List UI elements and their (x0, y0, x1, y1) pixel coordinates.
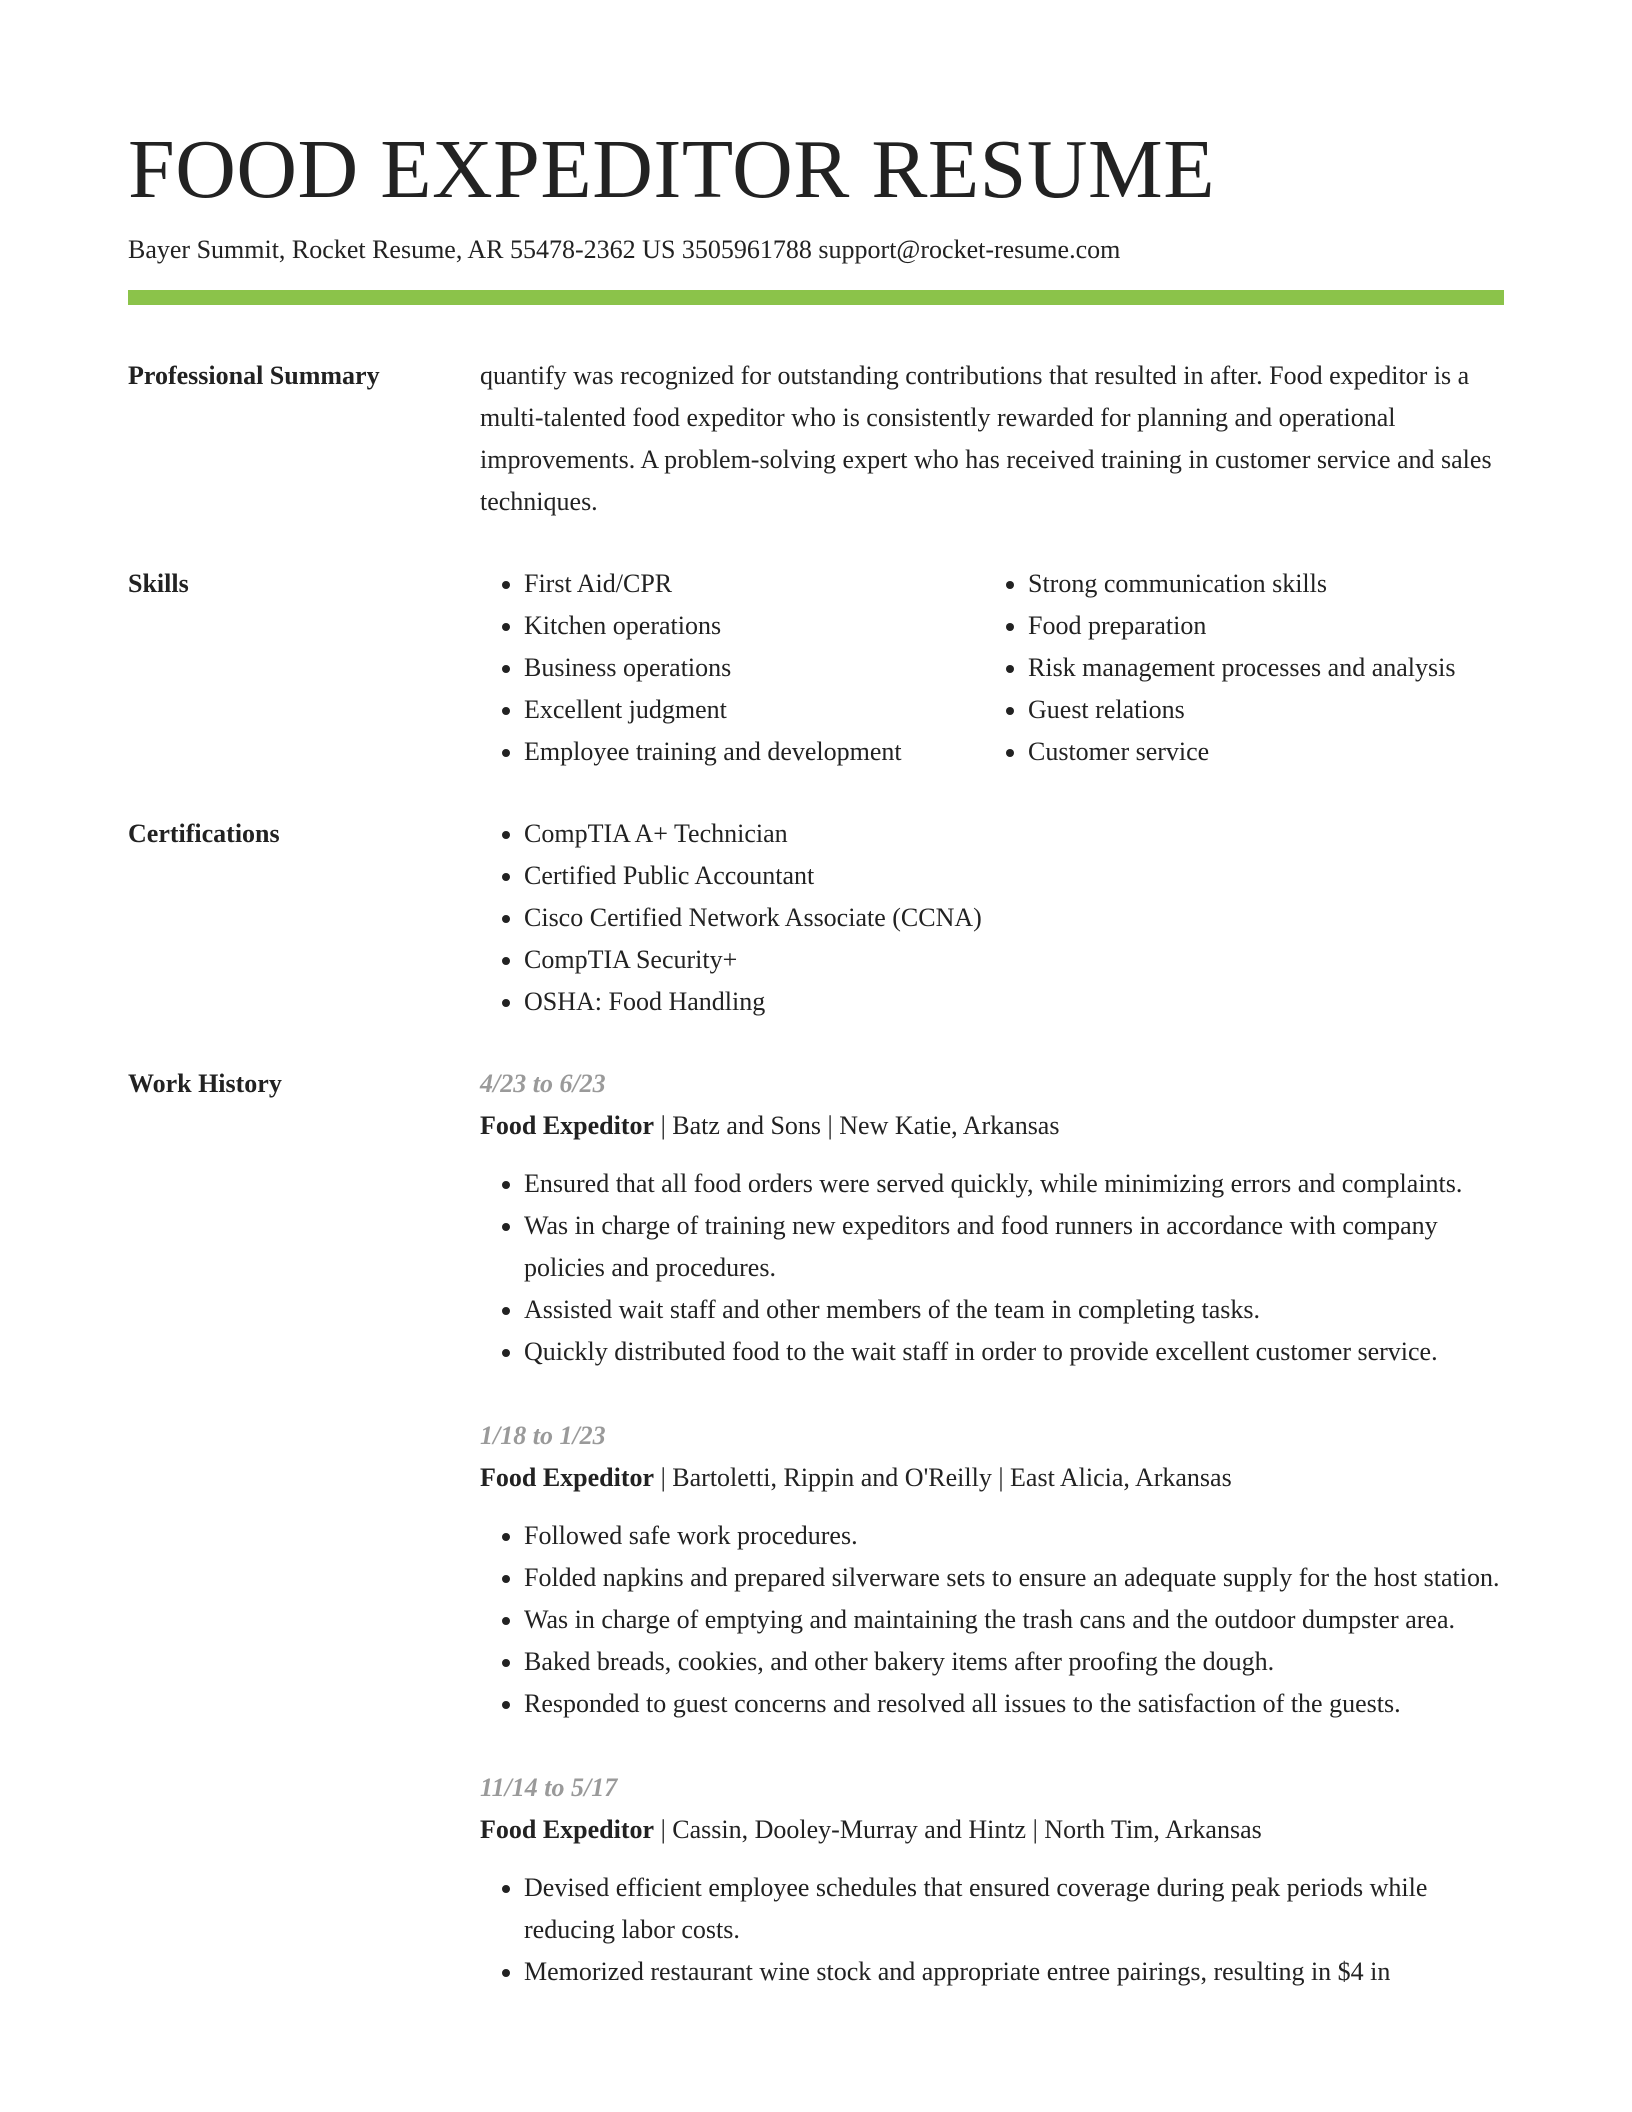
list-item: • Quickly distributed food to the wait staff in order to provide excellent customer service. (524, 1331, 1504, 1373)
list-item: • Certified Public Accountant (524, 855, 1504, 897)
list-item: • Baked breads, cookies, and other bakery items after proofing the dough. (524, 1641, 1504, 1683)
summary-section (128, 355, 1504, 523)
list-item: • Devised efficient employee schedules that ensured coverage during peak periods while reducing labor costs. (524, 1867, 1504, 1951)
skills-list-left (480, 563, 984, 773)
accent-divider (128, 290, 1504, 305)
job-heading (480, 1809, 1504, 1851)
list-item: • Business operations (524, 647, 984, 689)
list-item: • Was in charge of emptying and maintaining the trash cans and the outdoor dumpster area. (524, 1599, 1504, 1641)
job-details: | Batz and Sons | New Katie, Arkansas (654, 1111, 1060, 1140)
list-item: • OSHA: Food Handling (524, 981, 1504, 1023)
list-item: • Responded to guest concerns and resolved all issues to the satisfaction of the guests. (524, 1683, 1504, 1725)
list-item: • CompTIA Security+ (524, 939, 1504, 981)
section-label: Work History (128, 1069, 282, 1098)
list-item: • Memorized restaurant wine stock and appropriate entree pairings, resulting in $4 in (524, 1951, 1504, 1993)
job-dates: 4/23 to 6/23 (480, 1069, 606, 1098)
resume-page (128, 120, 1504, 1993)
list-item: • Folded napkins and prepared silverware sets to ensure an adequate supply for the host station. (524, 1557, 1504, 1599)
list-item: • Food preparation (1028, 605, 1504, 647)
list-item: • Was in charge of training new expeditors and food runners in accordance with company policies and procedures. (524, 1205, 1504, 1289)
list-item: • CompTIA A+ Technician (524, 813, 1504, 855)
summary-text: quantify was recognized for outstanding contributions that resulted in after. Food expeditor is a multi-talented food expeditor who is consistently rewarded for planning and operational improvements. A problem-solving expert who has received training in customer service and sales techniques. (480, 361, 1492, 516)
list-item: • Guest relations (1028, 689, 1504, 731)
skills-section (128, 563, 1504, 773)
job-entry (480, 1767, 1504, 1993)
list-item: • Employee training and development (524, 731, 984, 773)
list-item: • Strong communication skills (1028, 563, 1504, 605)
list-item: • Followed safe work procedures. (524, 1515, 1504, 1557)
resume-title: FOOD EXPEDITOR RESUME (128, 123, 1216, 216)
job-details: | Cassin, Dooley-Murray and Hintz | North Tim, Arkansas (654, 1815, 1262, 1844)
list-item: • Ensured that all food orders were served quickly, while minimizing errors and complaints. (524, 1163, 1504, 1205)
job-details: | Bartoletti, Rippin and O'Reilly | East Alicia, Arkansas (654, 1463, 1232, 1492)
list-item: • Cisco Certified Network Associate (CCNA) (524, 897, 1504, 939)
certifications-section (128, 813, 1504, 1023)
job-bullets (480, 1867, 1504, 1993)
job-role: Food Expeditor (480, 1463, 655, 1492)
list-item: • First Aid/CPR (524, 563, 984, 605)
list-item: • Assisted wait staff and other members of the team in completing tasks. (524, 1289, 1504, 1331)
job-dates: 1/18 to 1/23 (480, 1421, 606, 1450)
job-dates: 11/14 to 5/17 (480, 1773, 618, 1802)
section-label: Certifications (128, 819, 280, 848)
list-item: • Kitchen operations (524, 605, 984, 647)
contact-line: Bayer Summit, Rocket Resume, AR 55478-2362 US 3505961788 support@rocket-resume.com (128, 235, 1121, 264)
job-role: Food Expeditor (480, 1815, 655, 1844)
job-heading (480, 1457, 1504, 1499)
list-item: • Excellent judgment (524, 689, 984, 731)
skills-grid (480, 563, 1504, 773)
job-bullets (480, 1515, 1504, 1725)
job-bullets (480, 1163, 1504, 1373)
certifications-list (480, 813, 1504, 1023)
section-label: Professional Summary (128, 361, 380, 390)
list-item: • Customer service (1028, 731, 1504, 773)
job-role: Food Expeditor (480, 1111, 655, 1140)
job-entry (480, 1415, 1504, 1725)
skills-list-right (984, 563, 1504, 773)
list-item: • Risk management processes and analysis (1028, 647, 1504, 689)
section-label: Skills (128, 569, 189, 598)
work-history-section (128, 1063, 1504, 1993)
job-heading (480, 1105, 1504, 1147)
job-entry (480, 1063, 1504, 1373)
